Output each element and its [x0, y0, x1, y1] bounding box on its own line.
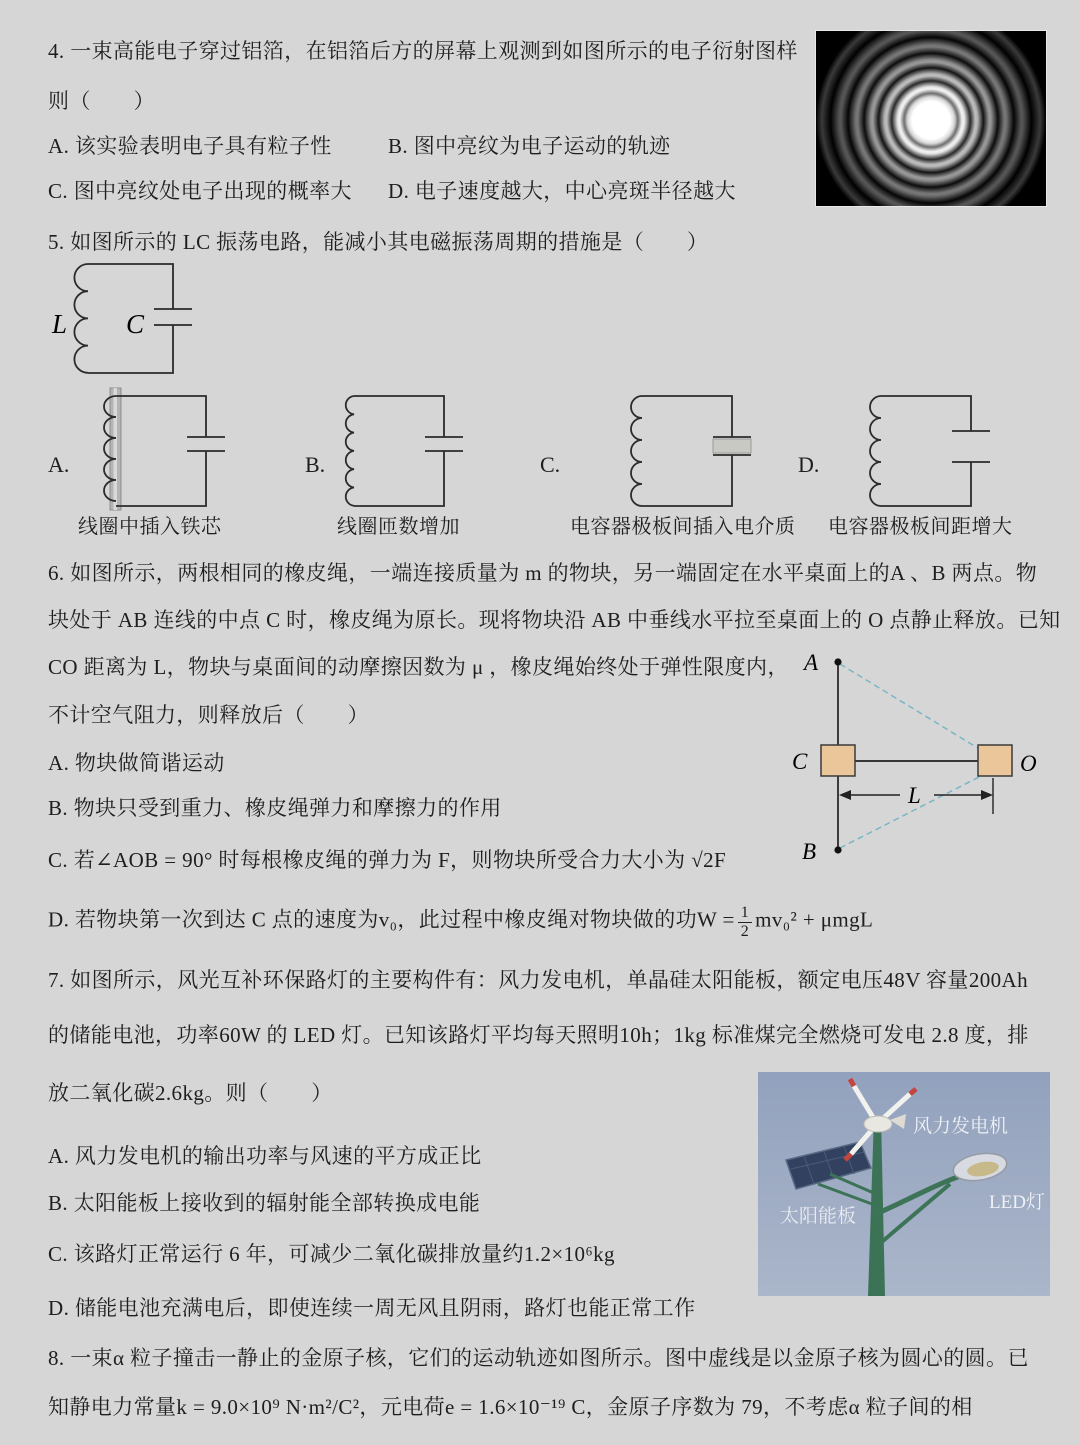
inductor-coil	[74, 264, 88, 373]
q4-option-a: A. 该实验表明电子具有粒子性	[48, 134, 332, 158]
q6-option-d	[48, 903, 873, 941]
q6-option-d-pre: D. 若物块第一次到达 C 点的速度为v₀，此过程中橡皮绳对物块做的功W =	[48, 907, 735, 932]
q4-option-b: B. 图中亮纹为电子运动的轨迹	[388, 134, 671, 158]
label-a: A	[804, 650, 819, 675]
q5-option-b-caption: 线圈匝数增加	[337, 516, 460, 538]
label-l: L	[908, 783, 921, 808]
q7-option-c: C. 该路灯正常运行 6 年，可减少二氧化碳排放量约1.2×10⁶kg	[48, 1242, 615, 1266]
blade-tip-1	[850, 1079, 854, 1086]
point-a-dot	[834, 658, 841, 665]
arrowhead-right	[981, 790, 993, 800]
q6-stem-line1: 6. 如图所示，两根相同的橡皮绳，一端连接质量为 m 的物块，另一端固定在水平桌面上的A 、B 两点。物	[48, 561, 1038, 585]
coil	[870, 396, 881, 506]
electron-diffraction-image	[815, 30, 1047, 207]
q7-option-b: B. 太阳能板上接收到的辐射能全部转换成电能	[48, 1191, 481, 1215]
q6-stem-line4: 不计空气阻力，则释放后（ ）	[48, 703, 369, 727]
circuit-wires	[116, 396, 225, 506]
arrowhead-left	[839, 790, 851, 800]
turbine-nacelle	[864, 1116, 892, 1132]
q7-option-a: A. 风力发电机的输出功率与风速的平方成正比	[48, 1144, 482, 1168]
q4-stem-line2: 则（ ）	[48, 89, 155, 113]
q5-option-c-caption: 电容器极板间插入电介质	[570, 516, 796, 538]
q8-stem-line2: 知静电力常量k = 9.0×10⁹ N·m²/C²，元电荷e = 1.6×10⁻¹⁹ C，金原子序数为 79，不考虑α 粒子间的相	[48, 1395, 973, 1419]
photo-label-solar: 太阳能板	[780, 1206, 857, 1227]
q7-stem-line2: 的储能电池，功率60W 的 LED 灯。已知该路灯平均每天照明10h；1kg 标准煤完全燃烧可发电 2.8 度，排	[48, 1023, 1029, 1047]
rubber-band-ao	[840, 664, 981, 750]
inductor-label: L	[52, 309, 68, 339]
rubber-band-diagram	[788, 640, 1073, 870]
q7-option-d: D. 储能电池充满电后，即使连续一周无风且阴雨，路灯也能正常工作	[48, 1296, 696, 1320]
point-b-dot	[834, 846, 841, 853]
q4-option-d: D. 电子速度越大，中心亮斑半径越大	[388, 179, 736, 203]
coil	[631, 396, 642, 506]
q6-stem-line2: 块处于 AB 连线的中点 C 时，橡皮绳为原长。现将物块沿 AB 中垂线水平拉至桌面上的 O 点静止释放。已知	[48, 608, 1061, 632]
q5-option-a-caption: 线圈中插入铁芯	[78, 516, 222, 538]
block-at-o	[978, 745, 1012, 776]
q6-stem-line3: CO 距离为 L，物块与桌面间的动摩擦因数为 μ ，橡皮绳始终处于弹性限度内，	[48, 655, 789, 679]
dielectric-block	[713, 439, 751, 453]
q5-option-d-caption: 电容器极板间距增大	[828, 516, 1013, 538]
circuit-d-wide-gap	[845, 386, 995, 514]
circuit-wires	[881, 396, 990, 506]
label-b: B	[802, 839, 817, 864]
block-at-c	[821, 745, 855, 776]
q5-option-c-key: C.	[540, 452, 561, 477]
circuit-c-dielectric	[606, 386, 756, 514]
iron-core-highlight	[114, 388, 118, 510]
photo-label-led: LED灯	[989, 1192, 1045, 1213]
label-o: O	[1020, 751, 1037, 776]
q6-option-a: A. 物块做简谐运动	[48, 751, 225, 775]
q6-option-c: C. 若∠AOB = 90° 时每根橡皮绳的弹力为 F，则物块所受合力大小为 √2F	[48, 848, 727, 872]
fraction-one-half: $\frac{1}{2}$	[738, 904, 752, 942]
circuit-b-more-turns	[318, 386, 468, 514]
label-c: C	[792, 749, 808, 774]
coil-many-turns	[346, 396, 354, 506]
q4-option-c: C. 图中亮纹处电子出现的概率大	[48, 179, 352, 203]
q5-option-b-key: B.	[305, 452, 326, 477]
q6-option-d-post: mv₀² + μmgL	[755, 907, 874, 932]
lc-circuit-diagram	[50, 256, 200, 381]
q7-stem-line1: 7. 如图所示，风光互补环保路灯的主要构件有：风力发电机，单晶硅太阳能板，额定电压48V 容量200Ah	[48, 968, 1028, 992]
circuit-wires	[354, 396, 463, 506]
circuit-a-iron-core	[80, 386, 230, 514]
q5-option-a-key: A.	[48, 452, 70, 477]
capacitor-label: C	[126, 309, 145, 339]
q5-option-d-key: D.	[798, 452, 820, 477]
q7-stem-line3: 放二氧化碳2.6kg。则（ ）	[48, 1081, 333, 1105]
q8-stem-line1: 8. 一束α 粒子撞击一静止的金原子核，它们的运动轨迹如图所示。图中虚线是以金原子核为圆心的圆。已	[48, 1346, 1029, 1370]
q6-option-b: B. 物块只受到重力、橡皮绳弹力和摩擦力的作用	[48, 796, 502, 820]
q4-stem-line1: 4. 一束高能电子穿过铝箔，在铝箔后方的屏幕上观测到如图所示的电子衍射图样	[48, 39, 798, 63]
q5-stem: 5. 如图所示的 LC 振荡电路，能减小其电磁振荡周期的措施是（ ）	[48, 230, 709, 254]
streetlight-photo	[758, 1072, 1050, 1296]
photo-label-wind: 风力发电机	[913, 1116, 1009, 1137]
